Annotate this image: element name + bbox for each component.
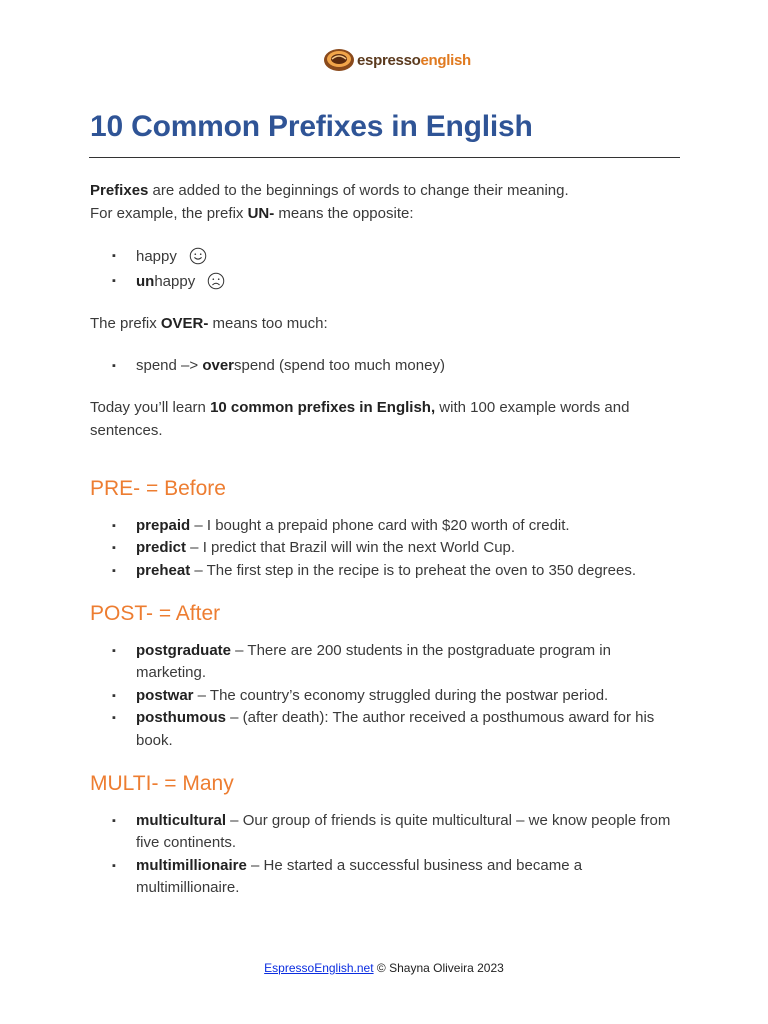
page-footer	[0, 961, 768, 975]
list-item: ▪ predict – I predict that Brazil will win the next World Cup.	[90, 537, 682, 560]
title-divider	[89, 157, 680, 158]
un-example-list	[90, 244, 682, 294]
logo-text: espressoenglish	[357, 51, 471, 69]
intro-paragraph: Prefixes are added to the beginnings of words to change their meaning. For example, the prefix UN- means the opposite:	[90, 182, 569, 222]
section-heading-post: POST- = After	[90, 602, 221, 625]
today-paragraph: Today you’ll learn 10 common prefixes in English, with 100 example words and sentences.	[90, 399, 630, 439]
pre-example-list	[90, 515, 682, 583]
list-item: ▪ prepaid – I bought a prepaid phone card with $20 worth of credit.	[90, 515, 682, 538]
sad-face-icon	[207, 272, 225, 290]
espresso-english-link[interactable]: EspressoEnglish.net	[264, 961, 374, 975]
espresso-english-logo	[323, 46, 471, 74]
page-title: 10 Common Prefixes in English	[90, 110, 533, 143]
list-item: ▪ postwar – The country’s economy struggled during the postwar period.	[90, 685, 682, 708]
list-item: ▪ preheat – The first step in the recipe is to preheat the oven to 350 degrees.	[90, 560, 682, 583]
over-example-list	[90, 355, 682, 378]
post-example-list	[90, 640, 682, 753]
list-item: ▪ postgraduate – There are 200 students in the postgraduate program in marketing.	[90, 640, 682, 685]
section-heading-pre: PRE- = Before	[90, 477, 226, 500]
multi-example-list	[90, 810, 682, 900]
copyright-text: © Shayna Oliveira 2023	[373, 961, 504, 975]
list-item: ▪ spend –> overspend (spend too much money)	[90, 355, 682, 378]
main-content	[90, 180, 682, 900]
list-item: ▪ multicultural – Our group of friends is quite multicultural – we know people from five continents.	[90, 810, 682, 855]
coffee-cup-icon	[323, 47, 355, 73]
list-item: ▪ multimillionaire – He started a successful business and became a multimillionaire.	[90, 855, 682, 900]
section-heading-multi: MULTI- = Many	[90, 772, 234, 795]
list-item: ▪ unhappy	[90, 269, 682, 294]
list-item: ▪ posthumous – (after death): The author received a posthumous award for his book.	[90, 707, 682, 752]
over-paragraph: The prefix OVER- means too much:	[90, 315, 328, 332]
smiley-icon	[189, 247, 207, 265]
list-item: ▪ happy	[90, 244, 682, 269]
